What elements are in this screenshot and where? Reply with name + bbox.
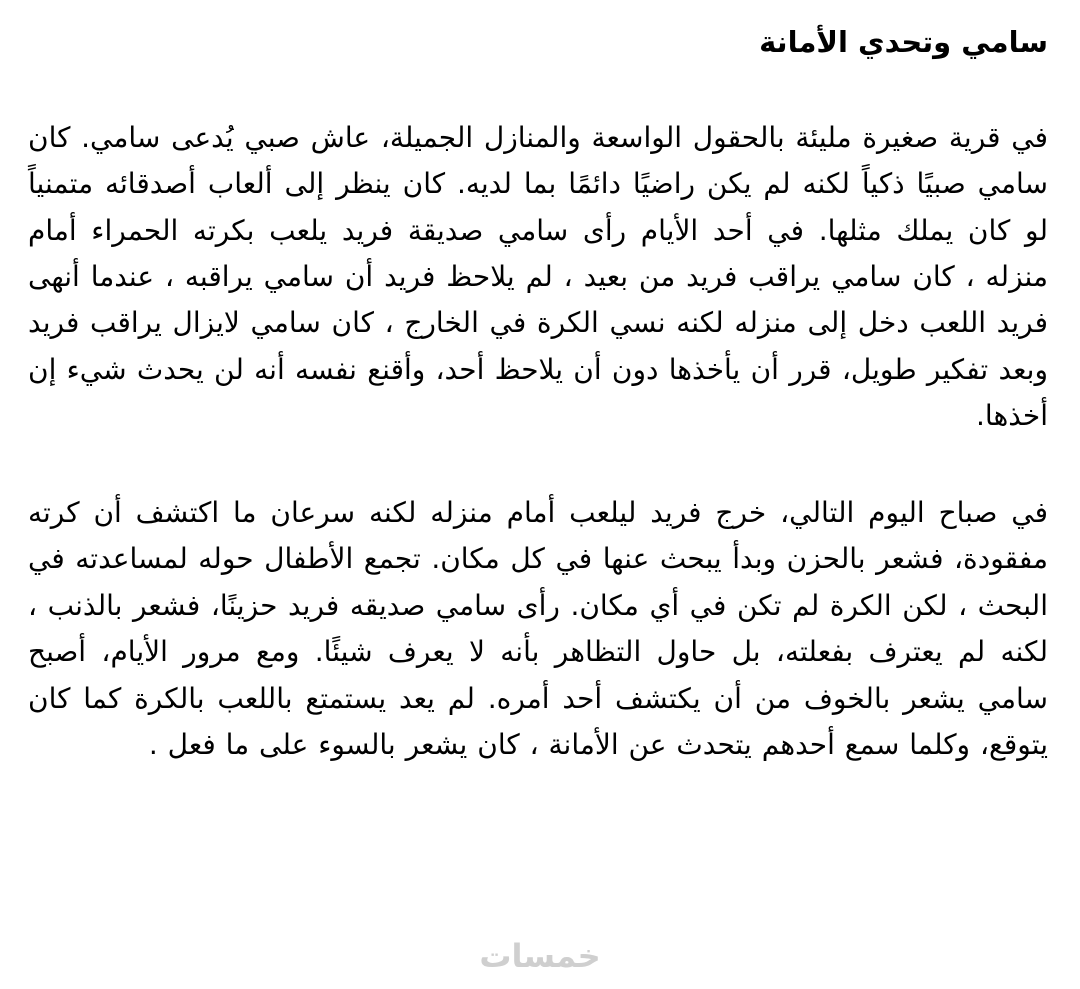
story-paragraph-2: في صباح اليوم التالي، خرج فريد ليلعب أمام منزله لكنه سرعان ما اكتشف أن كرته مفقودة، فشعر بالحزن وبدأ يبحث عنها في كل مكان. تجمع الأطفال حوله لمساعدته في البحث ، لكن الكرة لم تكن في أي مكان. رأى سامي صديقه فريد حزينًا، فشعر بالذنب ، لكنه لم يعترف بفعلته، بل حاول التظاهر بأنه لا يعرف شيئًا. ومع مرور الأيام، أصبح سامي يشعر بالخوف من أن يكتشف أحد أمره. لم يعد يستمتع باللعب بالكرة كما كان يتوقع، وكلما سمع أحدهم يتحدث عن الأمانة ، كان يشعر بالسوء على ما فعل . bbox=[28, 495, 1048, 762]
document-title: سامي وتحدي الأمانة bbox=[759, 25, 1048, 59]
watermark-text: خمسات bbox=[479, 937, 601, 975]
story-paragraph-1: في قرية صغيرة مليئة بالحقول الواسعة والمنازل الجميلة، عاش صبي يُدعى سامي. كان سامي صبيًا ذكياً لكنه لم يكن راضيًا دائمًا بما لديه. كان ينظر إلى ألعاب أصدقائه متمنياً لو كان يملك مثلها. في أحد الأيام رأى سامي صديقة فريد يلعب بكرته الحمراء أمام منزله ، كان سامي يراقب فريد من بعيد ، لم يلاحظ فريد أن سامي يراقبه ، عندما أنهى فريد اللعب دخل إلى منزله لكنه نسي الكرة في الخارج ، كان سامي لايزال يراقب فريد وبعد تفكير طويل، قرر أن يأخذها دون أن يلاحظ أحد، وأقنع نفسه أنه لن يحدث شيء إن أخذها. bbox=[28, 120, 1048, 433]
